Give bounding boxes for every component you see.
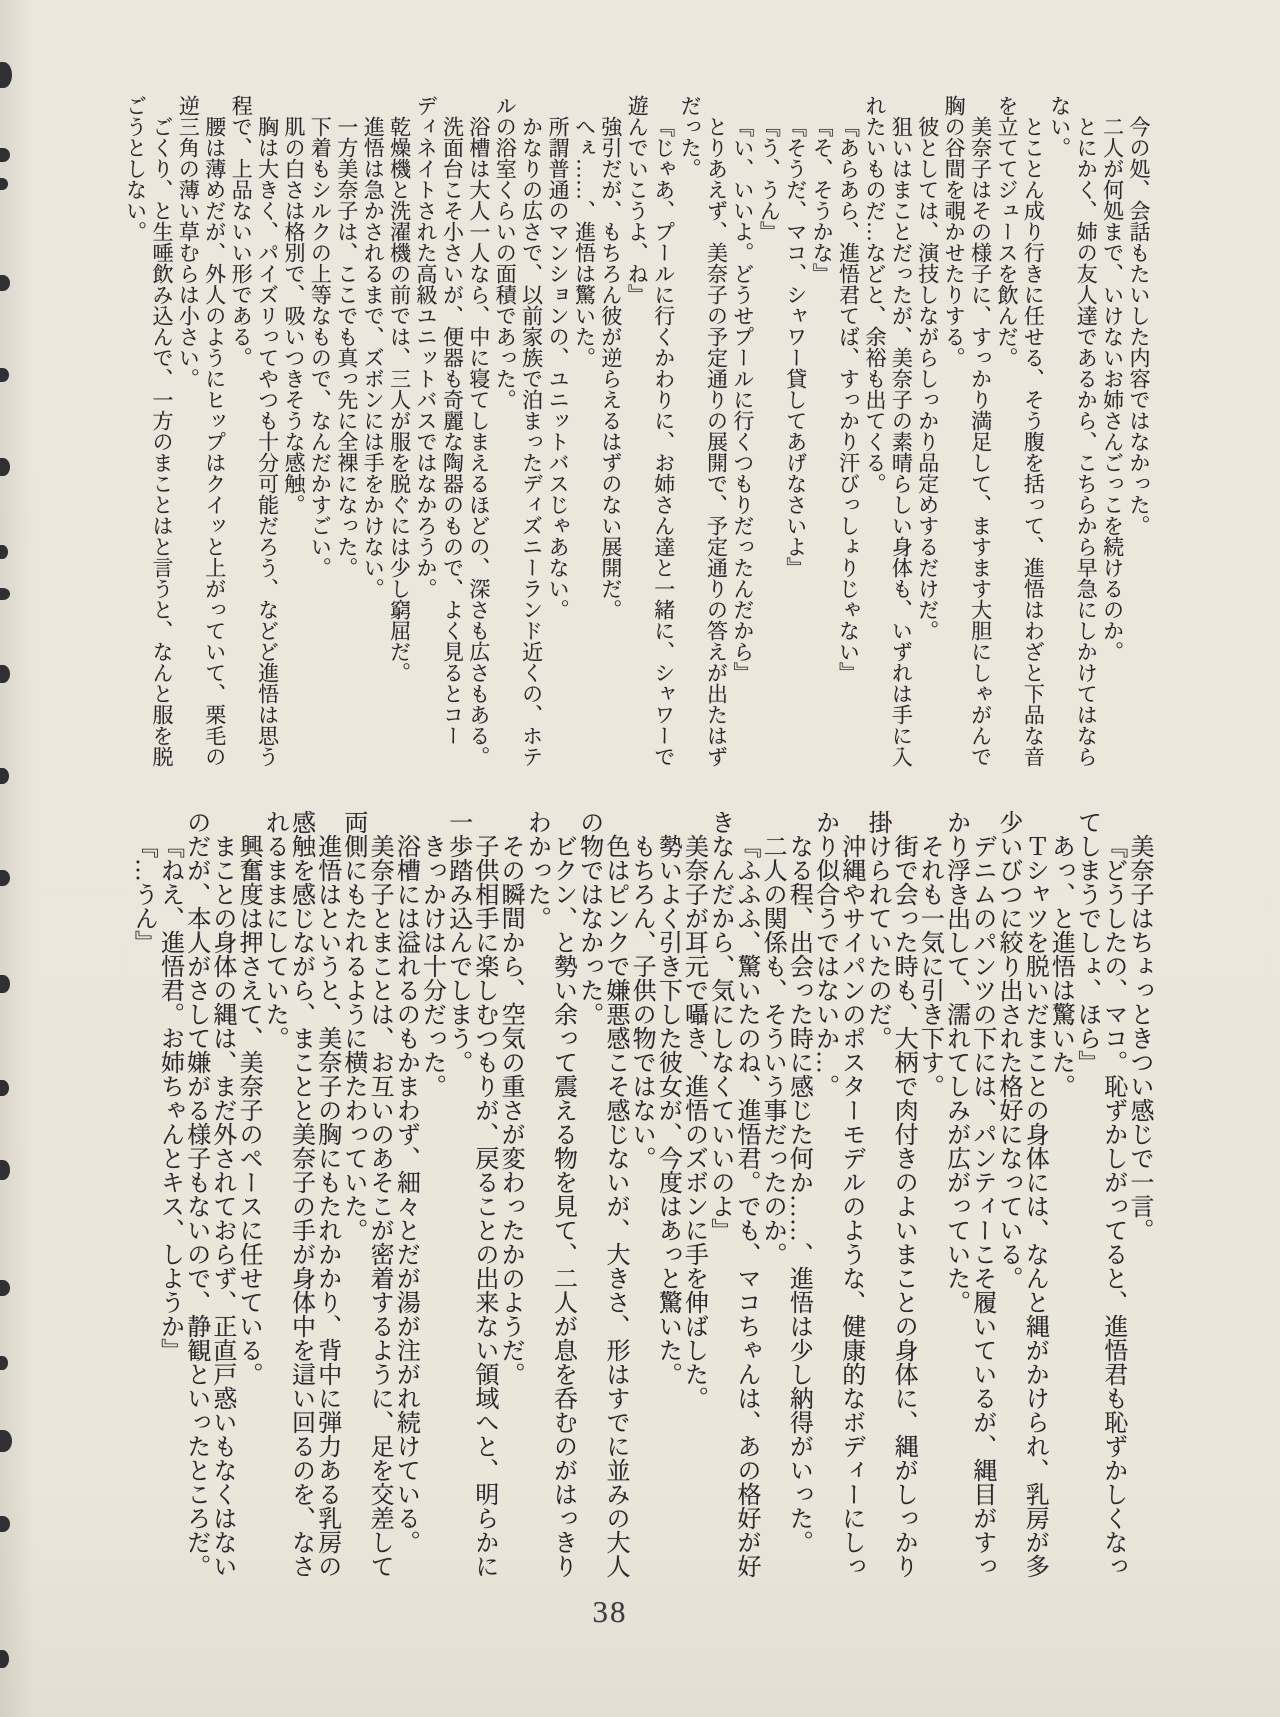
paragraph: 二人の関係も、そういう事だったのか。 [759,834,786,1266]
binding-mark [0,1516,10,1532]
paragraph: 進悟は急かされるまで、ズボンには手をかけない。 [361,116,386,599]
paragraph: 『あらあら、進悟君てば、すっかり汗びっしょりじゃない』 [836,116,861,683]
paragraph: 進悟はというと、美奈子の胸にもたれかかり、背中に弾力ある乳房の感触を感じながら、まことと美奈子の手が身体中を這い回るのを、なされるままにしていた。 [261,810,340,1578]
paragraph: 美奈子はちょっときつい感じで一言。 [1126,834,1152,1242]
binding-mark [0,458,10,476]
binding-mark [0,588,10,600]
paragraph: 『そうだ、マコ、シャワー貸してあげなさいよ』 [783,116,808,578]
paragraph: かなりの広さで、以前家族で泊まったディズニーランド近くの、ホテルの浴室くらいの面積であった。 [493,95,544,767]
paragraph: 街で会った時も、大柄で肉付きのよいまことの身体に、縄がしっかり掛けられていたのだ。 [863,810,917,1578]
paragraph: 胸は大きく、パイズリってやつも十分可能だろう、などど進悟は思う程で、上品ないい形である。 [229,95,280,767]
binding-mark [0,62,12,88]
paragraph: なる程、出会った時に感じた何か……、進悟は少し納得がいった。 [785,834,812,1554]
paragraph: とりあえず、美奈子の予定通りの展開で、予定通りの答えが出たはずだった。 [678,95,729,767]
paragraph: 『ねえ、進悟君。お姉ちゃんとキス、しようか』 [156,834,183,1362]
paragraph: 彼としては、演技しながらしっかり品定めするだけだ。 [915,116,940,641]
text-block-top [122,95,1152,770]
paragraph: 『い、いいよ。どうせプールに行くつもりだったんだから』 [730,116,755,683]
paragraph: 沖縄やサイパンのポスターモデルのような、健康的なボディーにしっかり似合うではないか…。 [811,810,864,1578]
text-block-bottom [130,810,1152,1582]
binding-mark [0,1356,8,1370]
paragraph: 今の処、会話もたいした内容ではなかった。 [1127,116,1151,536]
paragraph: 肌の白さは格別で、吸いつきそうな感触。 [282,116,306,515]
paragraph: 洗面台こそ小さいが、便器も奇麗な陶器のもので、よく見るとコーディネイトされた高級ユニットバスではなかろうか。 [414,95,465,746]
paragraph: とことん成り行きに任せる、そう腹を括って、進悟はわざと下品な音を立ててジュースを飲んだ。 [994,95,1046,767]
paragraph: 『そ、そうかな』 [810,116,835,284]
paragraph: 美奈子とまことは、お互いのあそこが密着するように、足を交差して両側にもたれるように横たわっていた。 [339,810,393,1578]
binding-mark [0,1650,9,1668]
binding-mark [0,368,9,382]
paragraph: 『どうしたの、マコ。恥ずかしがってると、進悟君も恥ずかしくなってしまうでしょ、ほら』 [1073,810,1126,1578]
paragraph: 強引だが、もちろん彼が逆らえるはずのない展開だ。 [598,116,623,620]
paragraph: もちろん、子供の物ではない。 [628,834,655,1170]
paragraph: 勢いよく引き下した彼女が、今度はあっと驚いた。 [654,834,681,1386]
paragraph: 『う、うん』 [757,116,782,242]
paragraph: 『…うん』 [130,834,157,954]
binding-mark [0,148,10,162]
binding-shadow [0,0,34,1717]
paragraph: 狙いはまことだったが、美奈子の素晴らしい身体も、いずれは手に入れたいものだ…などと、余裕も出てくる。 [862,95,914,767]
page-number: 38 [592,1594,628,1629]
paragraph: 興奮度は押さえて、美奈子のペースに任せている。 [235,834,262,1386]
paragraph: まことの身体の縄は、まだ外されておらず、正直戸惑いもなくはないのだが、本人がさして嫌がる様子もないので、静観といったところだ。 [182,810,235,1578]
paragraph: 美奈子はその様子に、すっかり満足して、ますます大胆にしゃがんで胸の谷間を覗かせたりする。 [942,95,993,767]
paragraph: 『ふふふ、驚いたのね、進悟君。でも、マコちゃんは、あの格好が好きなんだから、気にしなくていいのよ』 [706,810,759,1578]
paragraph: とにかく、姉の友人達であるから、こちらから早急にしかけてはならない。 [1047,95,1099,767]
binding-mark [0,1280,10,1296]
paragraph: きっかけは十分だった。 [418,834,445,1098]
binding-mark [0,870,10,886]
paragraph: あっ、と進悟は驚いた。 [1047,834,1074,1098]
paragraph: それも一気に引き下す。 [916,834,943,1098]
binding-mark [0,768,9,784]
binding-mark [0,1080,9,1096]
paragraph: 二人が何処まで、いけないお姉さんごっこを続けるのか。 [1100,116,1125,662]
paragraph: 美奈子が耳元で囁き、進悟のズボンに手を伸ばした。 [680,834,707,1410]
binding-mark [0,1430,12,1452]
binding-mark [0,975,10,993]
binding-mark [0,275,10,291]
paragraph: 浴槽には溢れるのもかまわず、細々とだが湯が注がれ続けている。 [392,834,419,1554]
paragraph: 所謂普通のマンションの、ユニットバスじゃあない。 [546,116,571,620]
paragraph: 子供相手に楽しむつもりが、戻ることの出来ない領域へと、明らかに一歩踏み込んでしまう。 [444,810,497,1578]
paragraph: 色はピンクで嫌悪感こそ感じないが、大きさ、形はすでに並みの大人の物ではなかった。 [575,810,628,1578]
paragraph: ビクン、と勢い余って震える物を見て、二人が息を呑むのがはっきりわかった。 [523,810,576,1578]
paragraph: へぇ……、進悟は驚いた。 [572,116,597,368]
paragraph: 下着もシルクの上等なもので、なんだかすごい。 [308,116,333,578]
paragraph: 一方美奈子は、ここでも真っ先に全裸になった。 [334,116,359,578]
paragraph: 腰は薄めだが、外人のようにヒップはクイッと上がっていて、栗毛の逆三角の薄い草むらは小さい。 [176,95,227,767]
paragraph: その瞬間から、空気の重さが変わったかのようだ。 [497,834,524,1386]
paragraph: ごくり、と生唾飲み込んで、一方のまことはと言うと、なんと服を脱ごうとしない。 [123,95,174,767]
paragraph: Ｔシャツを脱いだまことの身体には、なんと縄がかけられ、乳房が多少いびつに絞り出された格好になっている。 [994,810,1048,1578]
binding-mark [0,665,10,683]
paragraph: 浴槽は大人一人なら、中に寝てしまえるほどの、深さも広さもある。 [466,116,491,767]
binding-mark [0,178,8,190]
paragraph: 乾燥機と洗濯機の前では、三人が服を脱ぐには少し窮屈だ。 [387,116,412,683]
binding-mark [0,1160,10,1180]
paragraph: 『じゃあ、プールに行くかわりに、お姉さん達と一緒に、シャワーで遊んでいこうよ、ね』 [625,95,676,767]
paragraph: デニムのパンツの下には、パンティーこそ履いているが、縄目がすっかり浮き出して、濡れてしみが広がっていた。 [942,810,995,1578]
binding-mark [0,545,8,559]
